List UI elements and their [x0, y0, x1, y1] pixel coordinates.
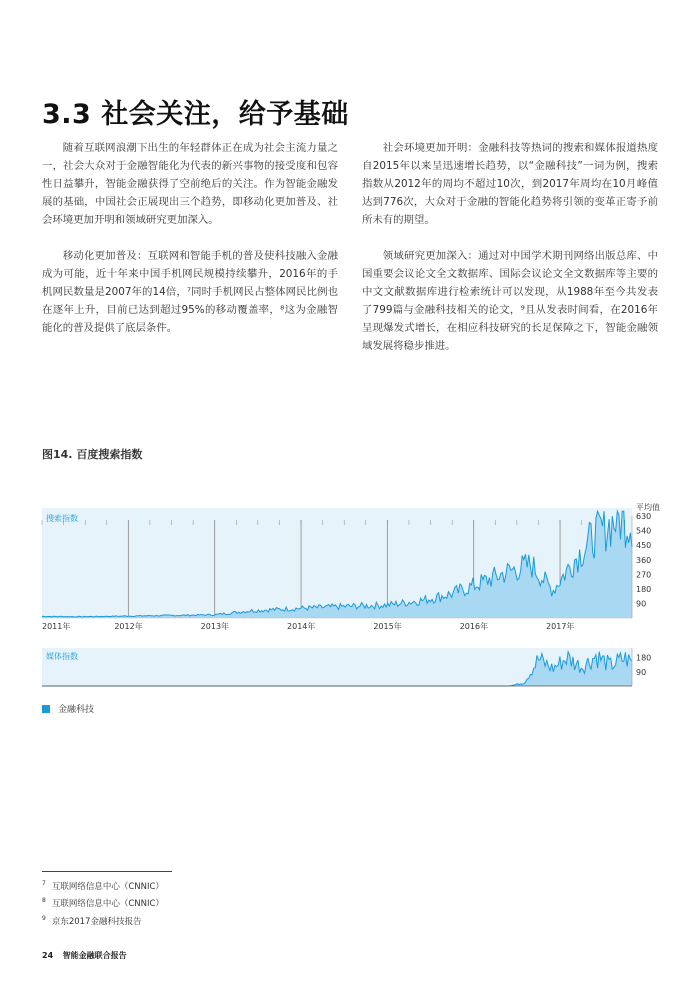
paragraph: 移动化更加普及：互联网和智能手机的普及使科技融入金融成为可能，近十年来中国手机网民规模持续攀升，2016年的手机网民数量是2007年的14倍，⁷同时手机网民占整体网民比例也在逐年上升，目前已达到超过95%的移动覆盖率，⁸这为金融智能化的普及提供了底层条件。: [42, 250, 338, 334]
paragraph: 社会环境更加开明：金融科技等热词的搜索和媒体报道热度自2015年以来呈迅速增长趋势，以“金融科技”一词为例，搜索指数从2012年的周均不超过10次，到2017年周均在10月峰值达到776次，大众对于金融的智能化趋势将引领的变革正寄予前所未有的期望。: [362, 142, 658, 226]
paragraph: 随着互联网浪潮下出生的年轻群体正在成为社会主流力量之一，社会大众对于金融智能化为代表的新兴事物的接受度和包容性日益攀升，智能金融获得了空前绝后的关注。作为智能金融发展的基础，中国社会正展现出三个趋势，即移动化更加普及、社会环境更加开明和领域研究更加深入。: [42, 142, 338, 226]
footnote: $^9$ 京东2017金融科技报告: [42, 914, 142, 927]
panel-label: 媒体指数: [46, 652, 78, 661]
panel-label: 搜索指数: [46, 514, 78, 523]
y-tick-label: 180: [636, 584, 652, 594]
figure-title: 图14. 百度搜索指数: [42, 448, 143, 461]
y-tick-label: 450: [636, 541, 652, 551]
x-tick-label: 2014年: [287, 622, 316, 631]
footnote: $^7$ 互联网络信息中心（CNNIC）: [42, 880, 164, 892]
report-title: 智能金融联合报告: [62, 951, 127, 960]
axis-title: 平均值: [636, 503, 660, 512]
y-tick-label: 180: [636, 653, 652, 663]
y-tick-label: 270: [636, 570, 652, 580]
left-column: [42, 139, 338, 355]
footnote-rule: [42, 871, 172, 872]
y-tick-label: 360: [636, 555, 652, 565]
section-heading: 3.3 社会关注，给予基础: [42, 99, 349, 130]
footnotes: [42, 877, 164, 929]
right-column: [362, 139, 658, 373]
x-tick-label: 2016年: [459, 622, 489, 631]
legend-swatch: [42, 705, 50, 713]
page-footer: [42, 950, 127, 961]
baidu-index-chart: [0, 490, 700, 690]
x-tick-label: 2011年: [42, 622, 71, 631]
x-tick-label: 2017年: [546, 622, 575, 631]
y-tick-label: 90: [636, 599, 647, 609]
page-number: 24: [42, 951, 54, 960]
x-tick-label: 2012年: [114, 622, 143, 631]
legend-label: 金融科技: [58, 705, 95, 715]
y-tick-label: 540: [636, 526, 652, 536]
paragraph: 领域研究更加深入：通过对中国学术期刊网络出版总库、中国重要会议论文全文数据库、国际会议论文全文数据库等主要的中文文献数据库进行检索统计可以发现，从1988年至今共发表了799篇与金融科技相关的论文，⁹且从发表时间看，在2016年呈现爆发式增长，在相应科技研究的长足保障之下，智能金融领域发展将稳步推进。: [362, 250, 658, 352]
y-tick-label: 630: [636, 512, 652, 522]
x-tick-label: 2013年: [200, 622, 230, 631]
chart-legend: [42, 702, 94, 715]
footnote: $^8$ 互联网络信息中心（CNNIC）: [42, 897, 164, 910]
y-tick-label: 90: [636, 667, 647, 677]
x-tick-label: 2015年: [373, 622, 402, 631]
